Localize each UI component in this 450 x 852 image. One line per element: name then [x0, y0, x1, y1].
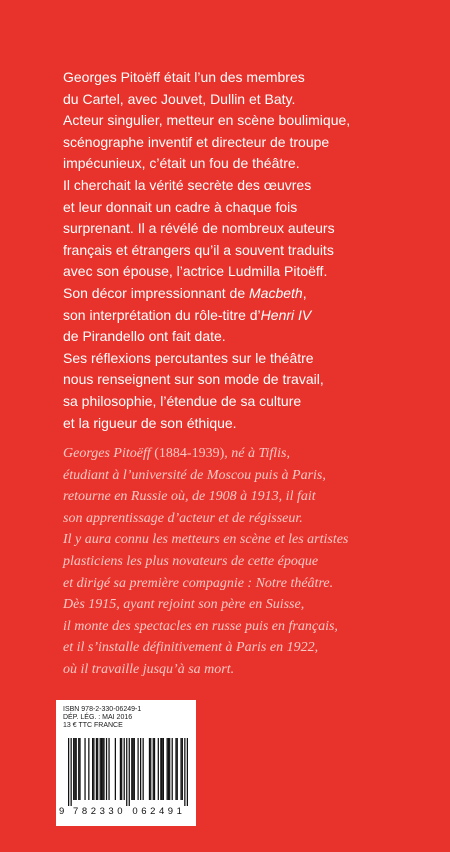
barcode-digit: 1 [176, 806, 182, 817]
barcode-bar [132, 738, 133, 800]
barcode-bar [149, 738, 150, 800]
barcode-bar [131, 738, 132, 800]
barcode-bar [187, 738, 188, 806]
barcode-bar [71, 738, 72, 806]
bio-line: retourne en Russie où, de 1908 à 1913, il fait [63, 489, 316, 505]
barcode-bar [84, 738, 85, 800]
blurb-line: Son décor impressionnant de Macbeth, [63, 284, 307, 301]
blurb-line: et la rigueur de son éthique. [63, 414, 237, 431]
barcode-bar [167, 738, 168, 800]
barcode-bar [150, 738, 151, 800]
barcode-bar [92, 738, 93, 800]
blurb-line: impécunieux, c’était un fou de théâtre. [63, 155, 300, 172]
barcode-bar [93, 738, 94, 800]
barcode-bar [124, 738, 125, 800]
barcode-bar [134, 738, 135, 800]
barcode-bar [73, 738, 74, 800]
barcode-bar [96, 738, 97, 800]
blurb-emphasis: Henri IV [260, 306, 312, 323]
legal-deposit-label: DÉP. LÉG. : MAI 2016 [63, 714, 133, 721]
barcode-bar [158, 738, 159, 800]
bio-line: Georges Pitoëff (1884-1939), né à Tiflis, [63, 446, 290, 461]
barcode-digit: 4 [158, 806, 165, 817]
blurb-text [63, 67, 403, 434]
blurb-line: Il cherchait la vérité secrète des œuvres [63, 176, 312, 193]
barcode-bar [121, 738, 122, 800]
barcode-bar [101, 738, 102, 800]
blurb-line: son interprétation du rôle-titre d’Henri IV [63, 306, 312, 323]
barcode-bars [68, 738, 188, 806]
barcode-bar [74, 738, 75, 800]
blurb-line: Acteur singulier, metteur en scène boulimique, [63, 112, 351, 129]
price-label: 13 € TTC FRANCE [63, 722, 123, 729]
bio-line: étudiant à l’université de Moscou puis à Paris, [63, 467, 326, 483]
barcode-bar [180, 738, 181, 800]
barcode-digit: 2 [150, 806, 156, 817]
bio-line: Il y aura connu les metteurs en scène et les artistes [63, 532, 349, 548]
bio-emphasis: (1884-1939) [154, 446, 225, 461]
barcode-digit: 0 [132, 806, 138, 817]
barcode-bar [115, 738, 116, 800]
bio-line: Dès 1915, ayant rejoint son père en Suisse, [63, 597, 305, 613]
barcode-bar [168, 738, 169, 800]
barcode-bar [68, 738, 69, 806]
blurb-line: sa philosophie, l’étendue de sa culture [63, 392, 302, 409]
blurb-line: Ses réflexions percutantes sur le théâtre [63, 349, 314, 366]
barcode-digit: 9 [167, 806, 174, 817]
barcode-bar [169, 738, 170, 800]
barcode-digit: 9 [59, 806, 65, 817]
blurb-emphasis: Macbeth [249, 284, 303, 301]
barcode-bar [78, 738, 79, 800]
barcode-bar [160, 738, 161, 800]
barcode-bar [88, 738, 89, 800]
barcode-bar [177, 738, 178, 800]
barcode-bar [102, 738, 103, 800]
barcode-bar [172, 738, 173, 800]
barcode-bar [184, 738, 185, 806]
blurb-line: et leur donnait un cadre à chaque fois [63, 198, 298, 215]
barcode-bar [175, 738, 176, 800]
bio-line: son apprentissage d’acteur et de régisseur. [63, 510, 303, 526]
barcode-digit: 6 [141, 806, 147, 817]
barcode-bar [106, 738, 107, 800]
barcode-panel [56, 700, 196, 826]
barcode-bar [143, 738, 144, 800]
bio-line: où il travaille jusqu’à sa mort. [63, 661, 235, 677]
barcode-bar [76, 738, 77, 800]
barcode-bar [129, 738, 130, 806]
bio-line: plasticiens les plus novateurs de cette époque [63, 553, 319, 569]
barcode-digit: 7 [73, 806, 79, 817]
barcode-digit: 8 [81, 806, 88, 817]
blurb-line: nous renseignent sur son mode de travail, [63, 371, 324, 388]
isbn-label: ISBN 978-2-330-06249-1 [63, 706, 142, 713]
barcode-digit: 3 [99, 806, 105, 817]
blurb-line: avec son épouse, l’actrice Ludmilla Pitoëff. [63, 263, 328, 280]
barcode-bar [140, 738, 141, 800]
blurb-line: surprenant. Il a révélé de nombreux auteurs [63, 220, 335, 237]
barcode-bar [79, 738, 80, 800]
barcode-bar [163, 738, 164, 800]
barcode-bar [182, 738, 183, 800]
barcode-bar [126, 738, 127, 806]
barcode-bar [153, 738, 154, 800]
bio-line: il monte des spectacles en russe puis en français, [63, 618, 338, 634]
barcode-bar [120, 738, 121, 800]
barcode-bar [161, 738, 162, 800]
barcode-digit: 2 [90, 806, 97, 817]
barcode-bar [154, 738, 155, 800]
barcode-bar [108, 738, 109, 800]
bio-line: et il s’installe définitivement à Paris en 1922, [63, 640, 319, 656]
barcode-bar [97, 738, 98, 800]
barcode-bar [137, 738, 138, 800]
barcode-bar [103, 738, 104, 800]
blurb-line: Georges Pitoëff était l’un des membres [63, 69, 305, 85]
bio-line: et dirigé sa première compagnie : Notre théâtre. [63, 575, 334, 591]
blurb-line: du Cartel, avec Jouvet, Dullin et Baty. [63, 90, 296, 107]
barcode-digit: 3 [108, 806, 114, 817]
blurb-line: scénographe inventif et directeur de troupe [63, 133, 330, 150]
blurb-line: de Pirandello ont fait date. [63, 328, 226, 345]
blurb-line: français et étrangers qu’il a souvent traduits [63, 241, 334, 258]
barcode-bar [100, 738, 101, 800]
author-bio [63, 443, 413, 681]
barcode-digit: 0 [117, 806, 123, 817]
